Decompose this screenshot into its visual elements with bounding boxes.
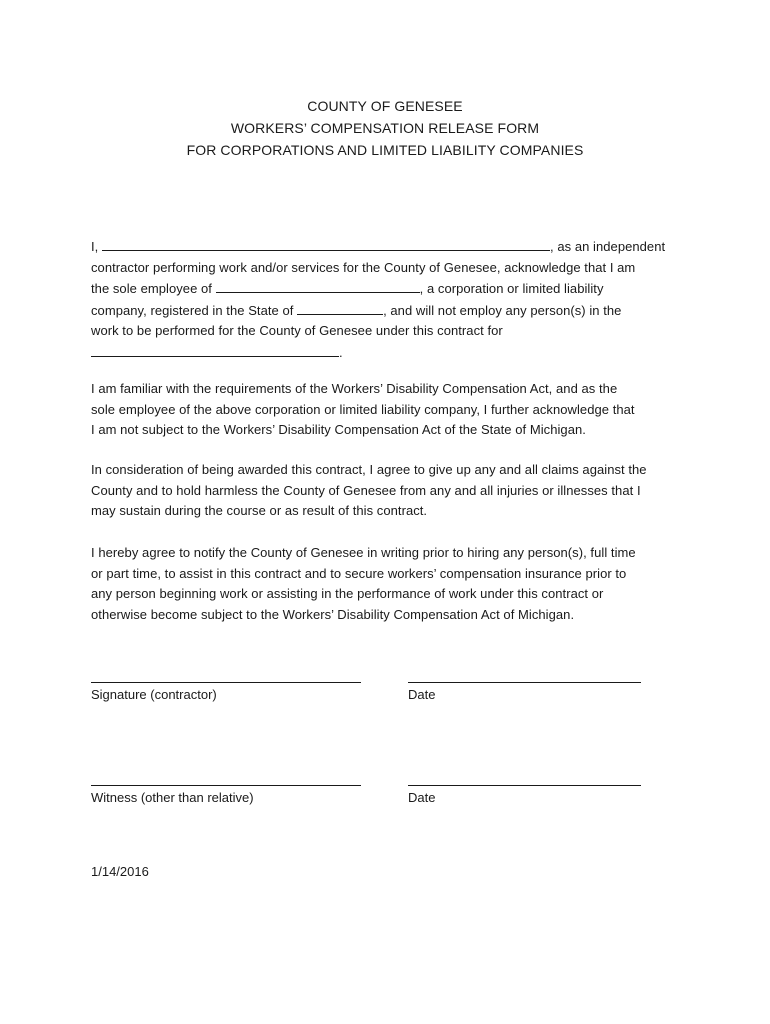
paragraph-line: otherwise become subject to the Workers’ Disability Compensation Act of Michigan. xyxy=(91,606,575,622)
paragraph-line: may sustain during the course or as result of this contract. xyxy=(91,503,428,519)
title-county: COUNTY OF GENESEE xyxy=(307,98,463,114)
witness-signature-label: Witness (other than relative) xyxy=(91,790,254,805)
text-segment: . xyxy=(339,344,343,360)
text-segment: , as an independent xyxy=(550,239,666,254)
text-segment: company, registered in the State of xyxy=(91,302,298,318)
text-segment: , a corporation or limited liability xyxy=(419,281,604,297)
paragraph-line: or part time, to assist in this contract and to secure workers’ compensation insurance prior to xyxy=(91,565,627,581)
paragraph-line xyxy=(91,278,691,300)
paragraph-line: work to be performed for the County of Genesee under this contract for xyxy=(91,323,503,339)
contract-work-field[interactable] xyxy=(91,342,339,357)
contractor-signature-line[interactable] xyxy=(91,682,361,683)
act-exemption-paragraph xyxy=(91,379,691,441)
paragraph-line: I am familiar with the requirements of the Workers’ Disability Compensation Act, and as the xyxy=(91,381,618,396)
contractor-date-line[interactable] xyxy=(408,682,641,683)
paragraph-line: any person beginning work or assisting in the performance of work under this contract or xyxy=(91,586,604,602)
title-form-name: WORKERS’ COMPENSATION RELEASE FORM xyxy=(230,120,540,136)
text-segment: I, xyxy=(91,239,102,254)
acknowledgement-paragraph xyxy=(91,236,691,364)
form-title xyxy=(0,95,770,161)
text-segment: , and will not employ any person(s) in the xyxy=(383,302,622,318)
witness-date-label: Date xyxy=(408,790,436,805)
form-revision-date: 1/14/2016 xyxy=(91,864,149,879)
release-paragraph xyxy=(91,460,691,522)
paragraph-line xyxy=(91,342,691,364)
contractor-signature-label: Signature (contractor) xyxy=(91,687,217,702)
text-segment: the sole employee of xyxy=(91,281,216,297)
notification-paragraph xyxy=(91,543,691,625)
witness-date-line[interactable] xyxy=(408,785,641,786)
paragraph-line: contractor performing work and/or services for the County of Genesee, acknowledge that I am xyxy=(91,259,636,275)
paragraph-line: In consideration of being awarded this contract, I agree to give up any and all claims against the xyxy=(91,462,647,477)
company-name-field[interactable] xyxy=(216,278,420,293)
contractor-date-label: Date xyxy=(408,687,436,702)
paragraph-line xyxy=(91,300,691,322)
paragraph-line: sole employee of the above corporation or limited liability company, I further acknowledge that xyxy=(91,401,635,417)
title-applicability: FOR CORPORATIONS AND LIMITED LIABILITY COMPANIES xyxy=(186,142,584,158)
paragraph-line: I hereby agree to notify the County of Genesee in writing prior to hiring any person(s), full time xyxy=(91,545,636,560)
paragraph-line: County and to hold harmless the County of Genesee from any and all injuries or illnesses that I xyxy=(91,482,641,498)
state-field[interactable] xyxy=(297,300,383,315)
paragraph-line xyxy=(91,236,691,258)
paragraph-line: I am not subject to the Workers’ Disability Compensation Act of the State of Michigan. xyxy=(91,422,586,438)
witness-signature-line[interactable] xyxy=(91,785,361,786)
contractor-name-field[interactable] xyxy=(102,236,550,251)
